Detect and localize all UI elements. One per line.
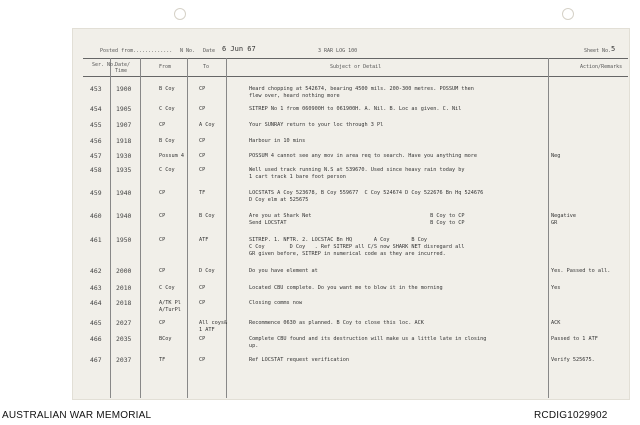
- entry-detail-line: Send LOCSTAT B Coy to CP: [249, 220, 465, 226]
- entry-time: 2000: [116, 267, 132, 275]
- entry-time: 1918: [116, 137, 132, 145]
- column-divider: [140, 58, 141, 398]
- sheet-label: Sheet No.: [584, 48, 612, 54]
- entry-action: Yes: [551, 285, 561, 291]
- entry-time: 1930: [116, 152, 132, 160]
- column-divider: [548, 58, 549, 398]
- sheet-number: 5: [611, 45, 616, 53]
- entry-action: Negative GR: [551, 213, 576, 226]
- entry-detail-line: up.: [249, 343, 259, 349]
- col-header-from: From: [159, 64, 172, 70]
- entry-detail-line: POSSUM 4 cannot see any mov in area req to search. Have you anything more: [249, 153, 477, 159]
- entry-time: 2037: [116, 356, 132, 364]
- date-label: Date: [203, 48, 216, 54]
- entry-from: C Coy: [159, 106, 175, 112]
- entry-to: CP: [199, 285, 206, 291]
- entry-to: TF: [199, 190, 206, 196]
- entry-detail-line: SITREP. 1. NFTR. 2. LOCSTAC Bn HQ A Coy B Coy: [249, 237, 428, 243]
- entry-detail-line: Located CBU complete. Do you want me to blow it in the morning: [249, 285, 443, 291]
- entry-from: C Coy: [159, 285, 175, 291]
- entry-to: D Coy: [199, 268, 215, 274]
- entry-time: 1950: [116, 236, 132, 244]
- no-label: N No.: [180, 48, 196, 54]
- serial-number: 456: [90, 137, 102, 145]
- serial-number: 463: [90, 284, 102, 292]
- entry-detail-line: Recommence 0630 as planned. B Coy to close this loc. ACK: [249, 320, 424, 326]
- entry-to: CP: [199, 153, 206, 159]
- col-header-action: Action/Remarks: [580, 64, 623, 70]
- entry-to: CP: [199, 167, 206, 173]
- punch-hole-right: [562, 8, 574, 20]
- entry-to: ATF: [199, 237, 209, 243]
- entry-detail-line: LOCSTATS A Coy 523678, B Coy 559677 C Coy 524674 D Coy 522676 Bn Hq 524676: [249, 190, 484, 196]
- entry-time: 2027: [116, 319, 132, 327]
- entry-to: B Coy: [199, 213, 215, 219]
- date-value: 6 Jun 67: [222, 45, 256, 53]
- entry-action: Verify 525675.: [551, 357, 595, 363]
- entry-detail-line: flew over, heard nothing more: [249, 93, 340, 99]
- col-header-ser-no: Ser. No.: [92, 62, 117, 68]
- entry-time: 1905: [116, 105, 132, 113]
- serial-number: 462: [90, 267, 102, 275]
- entry-to: CP: [199, 86, 206, 92]
- entry-detail-line: Harbour in 10 mins: [249, 138, 306, 144]
- column-divider: [187, 58, 188, 398]
- entry-from: C Coy: [159, 167, 175, 173]
- entry-from: CP: [159, 237, 166, 243]
- entry-to: A Coy: [199, 122, 215, 128]
- entry-time: 2035: [116, 335, 132, 343]
- entry-time: 1935: [116, 166, 132, 174]
- entry-from: TF: [159, 357, 166, 363]
- serial-number: 460: [90, 212, 102, 220]
- entry-time: 1940: [116, 212, 132, 220]
- serial-number: 454: [90, 105, 102, 113]
- entry-detail-line: 1 cart track 1 bare foot person: [249, 174, 346, 180]
- entry-to: All coys& 1 ATF: [199, 320, 228, 333]
- entry-from: A/TK Pl A/TurPl: [159, 300, 181, 313]
- entry-from: CP: [159, 213, 166, 219]
- serial-number: 455: [90, 121, 102, 129]
- serial-number: 458: [90, 166, 102, 174]
- entry-action: ACK: [551, 320, 561, 326]
- entry-time: 1907: [116, 121, 132, 129]
- serial-number: 466: [90, 335, 102, 343]
- header-rule-bottom: [83, 76, 628, 77]
- serial-number: 464: [90, 299, 102, 307]
- entry-detail-line: D Coy elm at 525675: [249, 197, 309, 203]
- column-divider: [110, 58, 111, 398]
- entry-from: Possum 4: [159, 153, 184, 159]
- entry-from: CP: [159, 190, 166, 196]
- serial-number: 461: [90, 236, 102, 244]
- entry-detail-line: SITREP No 1 from 060900H to 061900H. A. Nil. B. Loc as given. C. Nil: [249, 106, 462, 112]
- entry-action: Neg: [551, 153, 561, 159]
- entry-action: Passed to 1 ATF: [551, 336, 598, 342]
- punch-hole-left: [174, 8, 186, 20]
- entry-detail-line: Your SUNRAY return to your loc through 3 Pl: [249, 122, 384, 128]
- entry-from: B Coy: [159, 86, 175, 92]
- entry-to: CP: [199, 106, 206, 112]
- entry-time: 1900: [116, 85, 132, 93]
- entry-detail-line: Complete CBU found and its destruction will make us a little late in closing: [249, 336, 487, 342]
- entry-time: 2010: [116, 284, 132, 292]
- entry-to: CP: [199, 300, 206, 306]
- entry-to: CP: [199, 357, 206, 363]
- entry-from: BCoy: [159, 336, 172, 342]
- entry-from: CP: [159, 268, 166, 274]
- entry-from: B Coy: [159, 138, 175, 144]
- entry-detail-line: Do you have element at: [249, 268, 318, 274]
- serial-number: 457: [90, 152, 102, 160]
- entry-detail-line: GR given before, SITREP in numerical code as they are incurred.: [249, 251, 446, 257]
- entry-from: CP: [159, 122, 166, 128]
- entry-action: Yes. Passed to all.: [551, 268, 611, 274]
- entry-to: CP: [199, 138, 206, 144]
- serial-number: 453: [90, 85, 102, 93]
- entry-detail-line: C Coy D Coy . Ref SITREP all C/S now SHARK NET disregard all: [249, 244, 465, 250]
- footer-archive-name: AUSTRALIAN WAR MEMORIAL: [2, 410, 152, 421]
- entry-detail-line: Ref LOCSTAT request verification: [249, 357, 349, 363]
- entry-time: 2018: [116, 299, 132, 307]
- entry-detail-line: Well used track running N.S at 539670. Used since heavy rain today by: [249, 167, 465, 173]
- log-reference: 3 RAR LOG 100: [318, 48, 358, 54]
- column-divider: [226, 58, 227, 398]
- entry-detail-line: Heard chopping at 542674, bearing 4500 mils. 200-300 metres. POSSUM then: [249, 86, 474, 92]
- serial-number: 467: [90, 356, 102, 364]
- entry-detail-line: Closing comms now: [249, 300, 303, 306]
- entry-from: CP: [159, 320, 166, 326]
- col-header-subject: Subject or Detail: [330, 64, 382, 70]
- posted-from-label: Posted from.............: [100, 48, 173, 54]
- entry-to: CP: [199, 336, 206, 342]
- entry-detail-line: Are you at Shark Net B Coy to CP: [249, 213, 465, 219]
- footer-record-id: RCDIG1029902: [534, 410, 608, 421]
- serial-number: 465: [90, 319, 102, 327]
- col-header-to: To: [203, 64, 210, 70]
- col-header-date-time: Date/ Time: [115, 62, 131, 74]
- entry-time: 1940: [116, 189, 132, 197]
- serial-number: 459: [90, 189, 102, 197]
- header-rule-top: [83, 58, 628, 59]
